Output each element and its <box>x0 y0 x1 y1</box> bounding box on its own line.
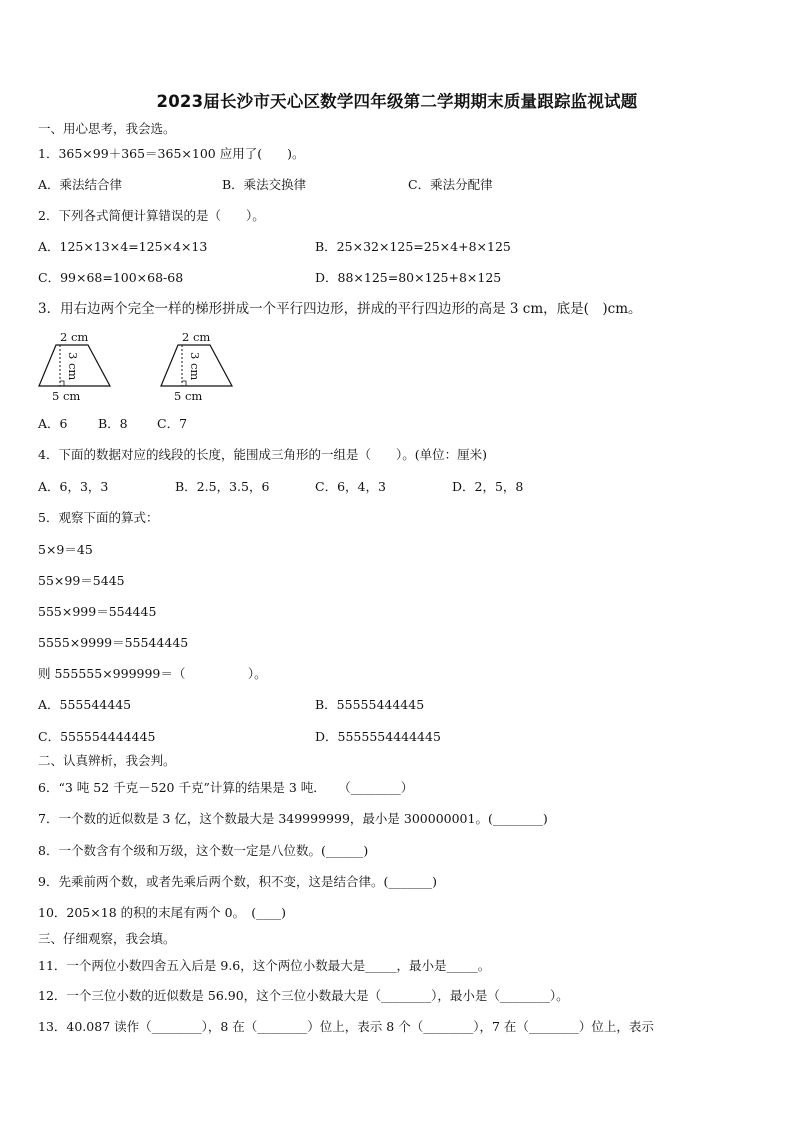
question-5-option-a: A．555544445 <box>38 697 132 712</box>
question-5-pattern-line: 5555×9999＝55544445 <box>38 635 189 650</box>
question-4-option-a: A．6，3，3 <box>38 479 109 494</box>
trapezoid-height-label: 3 cm <box>188 352 202 381</box>
question-10: 10．205×18 的积的末尾有两个 0。 (____) <box>38 905 287 920</box>
question-7: 7．一个数的近似数是 3 亿，这个数最大是 349999999，最小是 300000001。(________) <box>38 811 548 826</box>
question-5-ask: 则 555555×999999＝（ ）。 <box>38 666 267 681</box>
question-4-option-b: B．2.5，3.5，6 <box>175 479 270 494</box>
question-2-option-a: A．125×13×4=125×4×13 <box>38 239 208 254</box>
trapezoid-top-label: 2 cm <box>182 330 211 344</box>
trapezoid-bottom-label: 5 cm <box>52 389 81 403</box>
section-heading-3: 三、仔细观察，我会填。 <box>38 931 176 946</box>
question-3-option-b: B．8 <box>98 416 128 431</box>
question-1-option-b: B．乘法交换律 <box>222 177 307 192</box>
question-5-pattern-line: 55×99＝5445 <box>38 573 125 588</box>
question-1-option-c: C．乘法分配律 <box>408 177 493 192</box>
trapezoid-figure-right <box>158 330 238 404</box>
question-5-option-b: B．55555444445 <box>315 697 425 712</box>
question-12: 12．一个三位小数的近似数是 56.90，这个三位小数最大是（________），最小是（________）。 <box>38 988 569 1003</box>
trapezoid-height-label: 3 cm <box>66 352 80 381</box>
question-2-stem: 2．下列各式简便计算错误的是（ ）。 <box>38 208 265 223</box>
question-13: 13．40.087 读作（________），8 在（________）位上，表示 8 个（________），7 在（________）位上，表示 <box>38 1019 654 1034</box>
section-heading-1: 一、用心思考，我会选。 <box>38 121 176 136</box>
question-9: 9．先乘前两个数，或者先乘后两个数，积不变，这是结合律。(_______) <box>38 874 437 889</box>
question-5-pattern-line: 5×9＝45 <box>38 542 93 557</box>
question-5-option-d: D．5555554444445 <box>315 729 441 744</box>
question-2-option-c: C．99×68=100×68-68 <box>38 270 184 285</box>
question-3-option-c: C．7 <box>157 416 188 431</box>
question-4-stem: 4．下面的数据对应的线段的长度，能围成三角形的一组是（ ）。(单位：厘米) <box>38 447 487 462</box>
question-5-stem: 5．观察下面的算式： <box>38 510 159 525</box>
question-1-option-a: A．乘法结合律 <box>38 177 123 192</box>
question-5-option-c: C．555554444445 <box>38 729 156 744</box>
question-5-pattern-line: 555×999＝554445 <box>38 604 157 619</box>
question-8: 8．一个数含有个级和万级，这个数一定是八位数。(______) <box>38 843 369 858</box>
question-1-stem: 1．365×99＋365＝365×100 应用了( )。 <box>38 146 305 161</box>
right-angle-marker <box>182 381 186 386</box>
section-heading-2: 二、认真辨析，我会判。 <box>38 753 176 768</box>
question-3-stem: 3．用右边两个完全一样的梯形拼成一个平行四边形，拼成的平行四边形的高是 3 cm，底是( )cm。 <box>38 301 642 317</box>
trapezoid-top-label: 2 cm <box>60 330 89 344</box>
question-11: 11．一个两位小数四舍五入后是 9.6，这个两位小数最大是_____，最小是_____。 <box>38 958 491 973</box>
trapezoid-bottom-label: 5 cm <box>174 389 203 403</box>
question-3-option-a: A．6 <box>38 416 68 431</box>
question-6: 6．“3 吨 52 千克－520 千克”计算的结果是 3 吨． （________） <box>38 780 414 795</box>
trapezoid-figure-left <box>36 330 116 404</box>
question-2-option-d: D．88×125=80×125+8×125 <box>315 270 502 285</box>
question-2-option-b: B．25×32×125=25×4+8×125 <box>315 239 511 254</box>
question-4-option-d: D．2，5，8 <box>452 479 524 494</box>
right-angle-marker <box>60 381 64 386</box>
question-4-option-c: C．6，4，3 <box>315 479 386 494</box>
page-title: 2023届长沙市天心区数学四年级第二学期期末质量跟踪监视试题 <box>156 92 638 111</box>
